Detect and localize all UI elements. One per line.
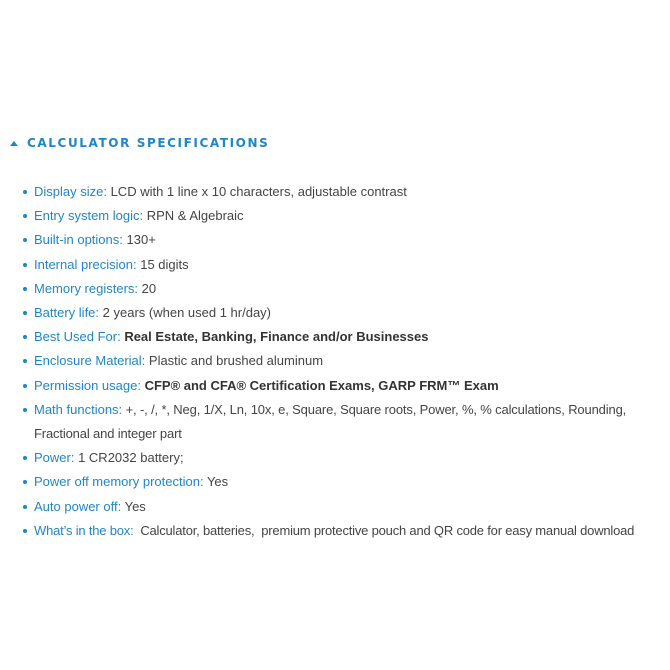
spec-item-entry-system-logic [22,204,662,228]
spec-label: Display size: [34,184,107,199]
bullet-icon [23,190,27,194]
spec-item-battery-life [22,301,662,325]
spec-value: Calculator, batteries, premium protective pouch and QR code for easy manual download [133,522,635,538]
bullet-icon [23,335,27,339]
spec-item-math-functions [22,398,662,446]
spec-item-memory-registers [22,277,662,301]
spec-value: LCD with 1 line x 10 characters, adjustable contrast [106,184,407,199]
bullet-icon [23,238,27,242]
bullet-icon [23,529,27,533]
spec-value: +, -, /, *, Neg, 1/X, Ln, 10x, e, Square, Square roots, Power, %, % calculations, Rounding, Fractional and integer part [34,401,627,442]
spec-value: Yes [203,474,229,490]
spec-label: Built-in options: [34,232,123,248]
bullet-icon [23,456,27,460]
spec-item-built-in-options [22,228,662,252]
spec-item-whats-in-the-box [22,519,662,543]
spec-value: 15 digits [136,256,189,272]
spec-value: 130+ [122,232,156,248]
spec-label: Internal precision: [34,256,137,272]
spec-label: Enclosure Material: [34,353,146,369]
spec-value: 1 CR2032 battery; [74,450,184,466]
bullet-icon [23,359,27,363]
bullet-icon [23,480,27,484]
spec-label: Power: [34,450,75,466]
spec-label: Memory registers: [34,280,139,296]
bullet-icon [23,311,27,315]
spec-label: Math functions: [34,401,123,417]
section-toggle[interactable] [10,134,269,152]
spec-list [22,180,662,543]
spec-value: Real Estate, Banking, Finance and/or Businesses [120,329,429,345]
spec-value: RPN & Algebraic [143,208,244,224]
spec-value: CFP® and CFA® Certification Exams, GARP FRM™ Exam [140,377,499,393]
bullet-icon [23,384,27,388]
spec-label: Permission usage: [34,377,141,393]
spec-value: 2 years (when used 1 hr/day) [99,305,272,321]
spec-value: Yes [121,498,146,514]
bullet-icon [23,408,27,412]
bullet-icon [23,214,27,218]
spec-value: 20 [138,280,157,296]
spec-label: Best Used For: [34,329,121,345]
spec-label: Entry system logic: [34,208,144,224]
spec-label: Power off memory protection: [34,474,204,490]
spec-item-auto-power-off [22,495,662,519]
triangle-up-icon[interactable] [10,141,18,146]
spec-label: Auto power off: [34,498,122,514]
spec-item-enclosure-material [22,349,662,373]
section-title: CALCULATOR SPECIFICATIONS [27,136,270,150]
bullet-icon [23,263,27,267]
spec-item-permission-usage [22,374,662,398]
spec-label: Battery life: [34,305,100,321]
spec-item-internal-precision [22,253,662,277]
spec-label: What’s in the box: [34,522,134,538]
spec-item-best-used-for [22,325,662,349]
spec-item-display-size [22,180,662,204]
spec-item-power-off-memory-protection [22,470,662,494]
bullet-icon [23,287,27,291]
spec-value: Plastic and brushed aluminum [145,353,324,369]
spec-item-power [22,446,662,470]
bullet-icon [23,505,27,509]
